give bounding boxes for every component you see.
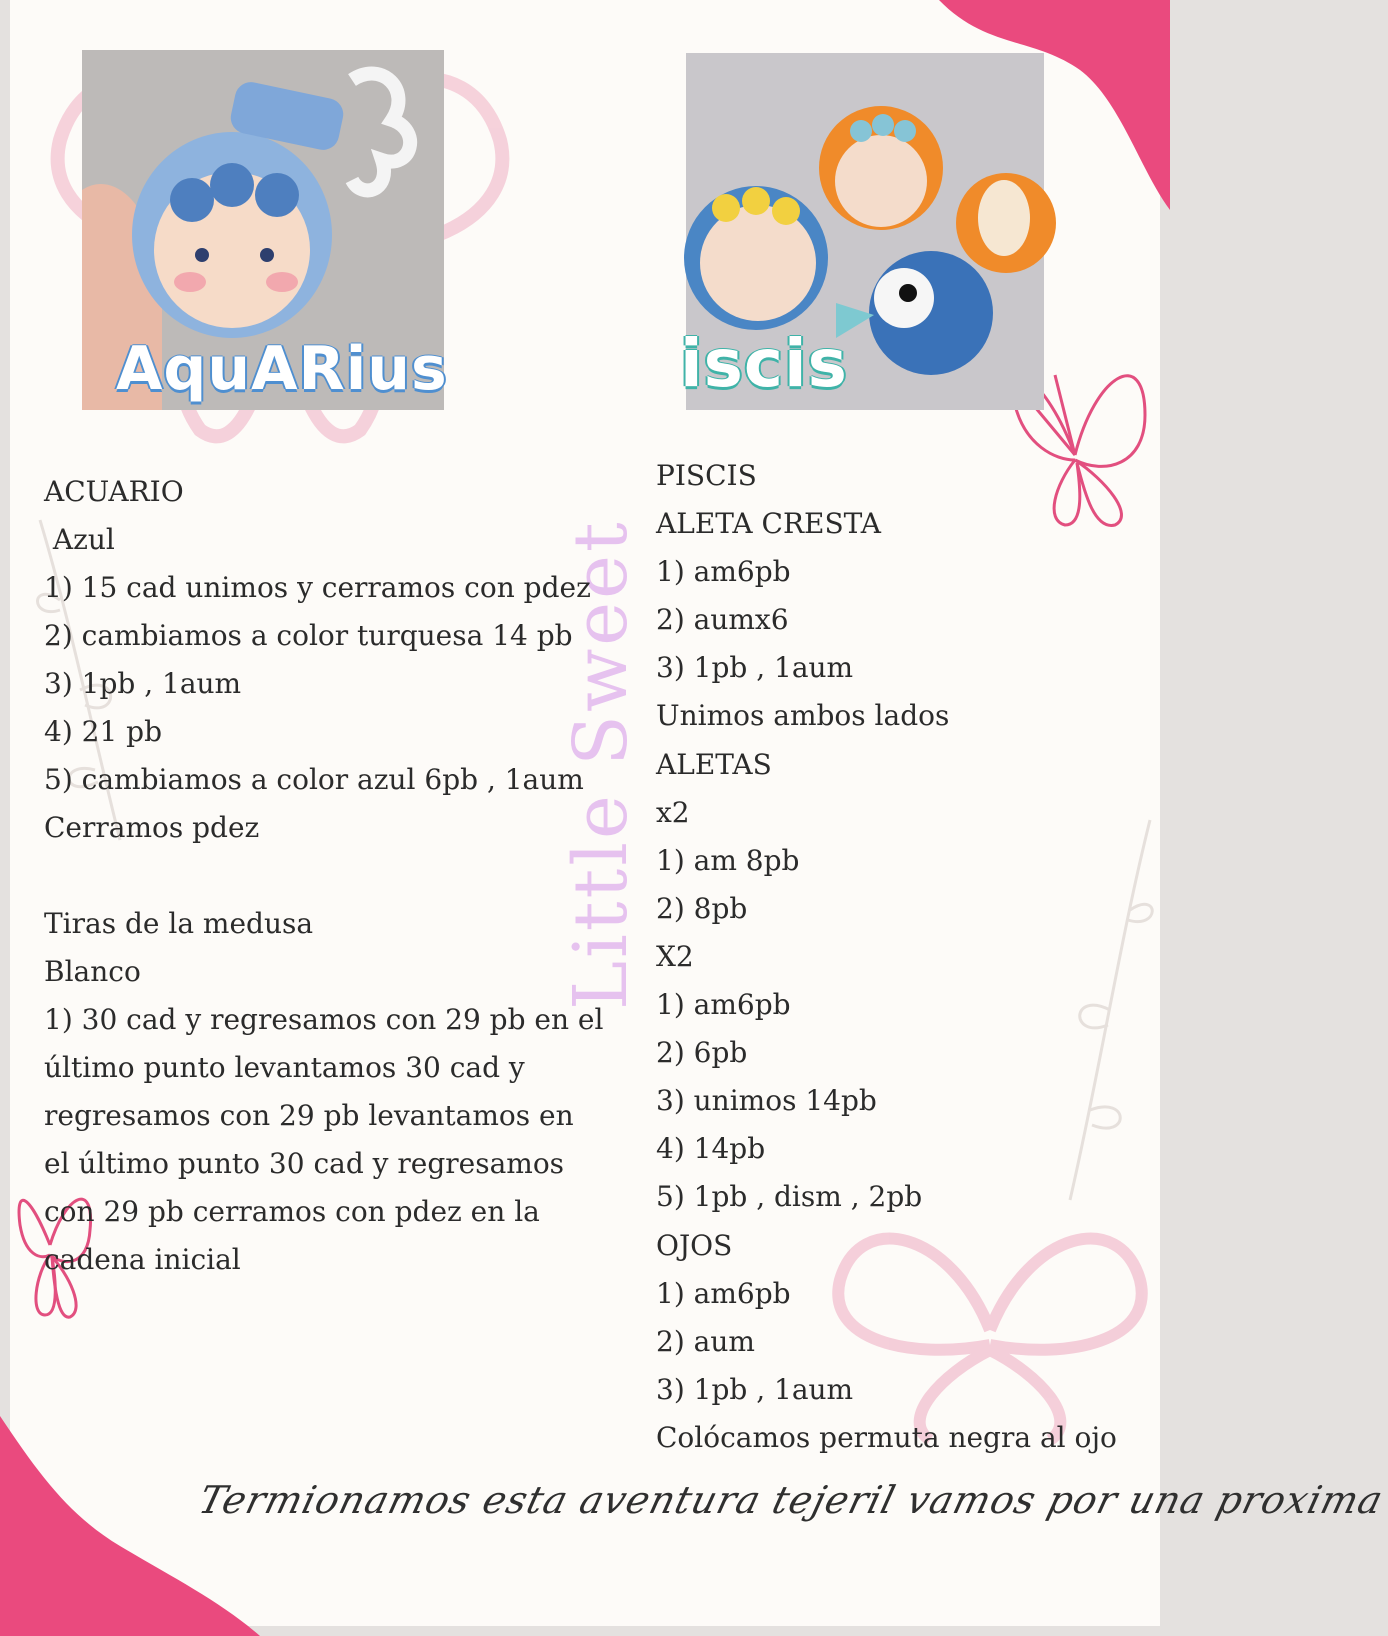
piscis-line: ALETAS (656, 747, 772, 781)
piscis-line: 1) am 8pb (656, 843, 800, 877)
piscis-line: 2) aum (656, 1324, 755, 1358)
piscis-line: 4) 14pb (656, 1132, 766, 1166)
acuario-title: ACUARIO (44, 475, 184, 508)
acuario-line: Azul (44, 523, 115, 556)
acuario-line: 2) cambiamos a color turquesa 14 pb (44, 619, 573, 652)
piscis-amigurumi-photo (680, 53, 1044, 410)
acuario-line: 5) cambiamos a color azul 6pb , 1aum (44, 763, 584, 796)
tiras-title: Tiras de la medusa (44, 907, 314, 940)
tiras-instructions: 1) 30 cad y regresamos con 29 pb en el último punto levantamos 30 cad y regresamos con 29 pb levantamos en el último punto 30 cad y regresamos con 29 pb cerramos con pdez en la cadena inicial (44, 1003, 604, 1276)
piscis-title: PISCIS (656, 459, 757, 492)
footer-signoff: Termionamos esta aventura tejeril vamos por una proxima (194, 1478, 1388, 1522)
piscis-line: 5) 1pb , dism , 2pb (656, 1180, 923, 1214)
piscis-line: 2) 6pb (656, 1036, 748, 1070)
section-spacer (44, 852, 604, 900)
little-sweet-watermark: Little Sweet (558, 519, 644, 1010)
piscis-line: 1) am6pb (656, 1276, 791, 1310)
piscis-line: OJOS (656, 1228, 733, 1262)
piscis-line: ALETA CRESTA (656, 507, 882, 541)
piscis-line: 2) 8pb (656, 891, 748, 925)
acuario-line: Cerramos pdez (44, 811, 260, 844)
piscis-line: 3) 1pb , 1aum (656, 1372, 854, 1406)
acuario-instructions (44, 468, 604, 1284)
aquarius-photo-label: AquARius (116, 334, 448, 404)
piscis-line: Colócamos permuta negra al ojo (656, 1420, 1117, 1454)
piscis-line: Unimos ambos lados (656, 699, 950, 733)
aquarius-amigurumi-photo (82, 50, 448, 410)
piscis-line: 3) unimos 14pb (656, 1084, 877, 1118)
recipe-page (10, 0, 1388, 1626)
tiras-color: Blanco (44, 955, 141, 988)
piscis-photo-label: iscis (680, 325, 848, 402)
piscis-line: 3) 1pb , 1aum (656, 651, 854, 685)
acuario-line: 3) 1pb , 1aum (44, 667, 242, 700)
piscis-instructions (656, 452, 1156, 1462)
piscis-line: 1) am6pb (656, 988, 791, 1022)
piscis-line: X2 (656, 939, 694, 973)
piscis-line: x2 (656, 795, 690, 829)
piscis-line: 2) aumx6 (656, 603, 789, 637)
acuario-line: 4) 21 pb (44, 715, 163, 748)
piscis-line: 1) am6pb (656, 555, 791, 589)
acuario-line: 1) 15 cad unimos y cerramos con pdez (44, 571, 591, 604)
